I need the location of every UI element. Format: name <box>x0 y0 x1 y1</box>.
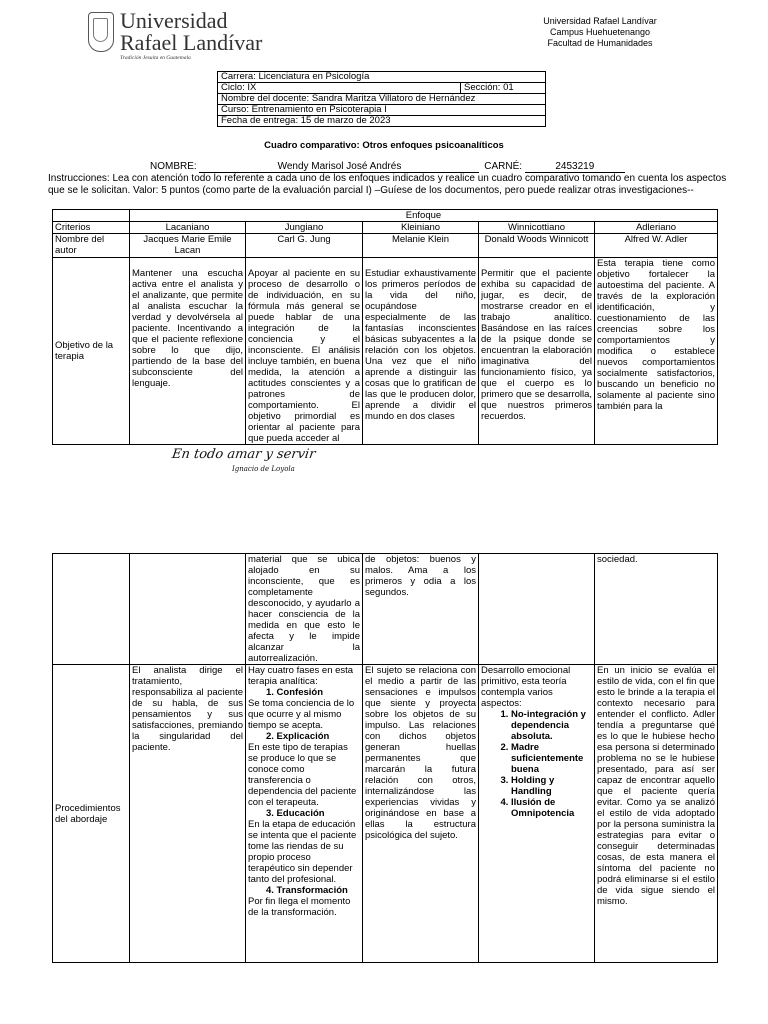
winnicott-intro: Desarrollo emocional primitivo, esta teoría contempla varios aspectos: <box>481 665 571 709</box>
objetivo-lacan-text: Mantener una escucha activa entre el analista y el analizante, que permite al analista escuchar la verdad y devolvérsela al paciente. Incentivando a que el paciente reflexione sobre lo que dijo, partiendo de la base del subconsciente del lenguaje. <box>132 268 243 389</box>
student-name: Wendy Marisol José Andrés <box>199 161 479 173</box>
instructions: Instrucciones: Lea con atención todo lo referente a cada uno de los enfoques indicados y realice un cuadro comparativo tomando en cuenta los aspectos que se le solicitan. Valor: 5 puntos (como parte de la evaluación parcial I) –Guíese de los documentos, pero puede realizar otras investigaciones-- <box>48 173 727 196</box>
cont-klein: de objetos: buenos y malos. Ama a los primeros y odia a los segundos. <box>363 554 479 665</box>
student-line <box>150 161 625 173</box>
winnicott-list <box>481 709 592 819</box>
proc-jung <box>246 665 363 963</box>
objetivo-adler-text: Esta terapia tiene como objetivo fortalecer la autoestima del paciente. A través de la exploración identificación, y cuestionamiento de las creencias sobre los comportamientos y modifica o establece nuevos comportamientos socialmente satisfactorios, buscando un beneficio no solamente al paciente sino también para la <box>597 258 716 412</box>
proc-adler: En un inicio se evalúa el estilo de vida, con el fin que esto le brinde a la terapia el contexto necesario para entender el conflicto. Adler tendía a preguntarse qué es lo que le hubiese hecho esa persona si determinado problema no se le hubiese presentado, para así ser capaz de encontrar aquello que el paciente quería evitar. Como ya se analizó el estilo de vida adoptado por la persona suministra la estrategias para evitar o conseguir determinadas cosas, de esta manera el síntoma del paciente no podrá eliminarse si el estilo de vida sigue siendo el mismo. <box>595 665 718 963</box>
col-kleiniano: Kleiniano <box>363 222 479 234</box>
fecha-entrega: Fecha de entrega: 15 de marzo de 2023 <box>218 116 546 127</box>
objetivo-jung-text: Apoyar al paciente en su proceso de desarrollo o de individuación, en su fórmula más general se puede hablar de una integración de la conciencia y el inconsciente. El análisis incluye también, en buena medida, la atención a actitudes conscientes y a patrones de comportamiento. El objetivo primordial es orientar al paciente para que pueda acceder al <box>248 268 360 444</box>
jung-phase-3-text: En la etapa de educación se intenta que el paciente tome las riendas de su propio proceso terapéutico sin depender tanto del profesional. <box>248 819 357 885</box>
objetivo-jung <box>246 258 363 445</box>
proc-lacan: El analista dirige el tratamiento, responsabiliza al paciente de su habla, de sus pensamientos y sus satisfacciones, premiando la singularidad del paciente. <box>130 665 246 963</box>
faculty-name: Facultad de Humanidades <box>547 38 653 48</box>
winnicott-item-1: 1. No-integración y dependencia absoluta. <box>511 709 592 742</box>
university-logo <box>88 8 263 64</box>
cont-empty-label <box>53 554 130 665</box>
curso: Curso: Entrenamiento en Psicoterapia I <box>218 105 546 116</box>
docente: Nombre del docente: Sandra Maritza Villatoro de Hernández <box>218 94 546 105</box>
comparison-table-continued <box>52 553 718 963</box>
autor-adler: Alfred W. Adler <box>595 234 718 258</box>
carrera: Carrera: Licenciatura en Psicología <box>218 72 546 83</box>
objetivo-adler <box>595 258 718 445</box>
enfoque-header: Enfoque <box>130 210 718 222</box>
winnicott-item-3: 3. Holding y Handling <box>511 775 592 797</box>
cont-winnicott <box>479 554 595 665</box>
jung-phase-4-title: 4. Transformación <box>266 885 348 896</box>
autor-jung: Carl G. Jung <box>246 234 363 258</box>
cont-adler: sociedad. <box>595 554 718 665</box>
autor-klein: Melanie Klein <box>363 234 479 258</box>
carne-label: CARNÉ: <box>484 161 523 172</box>
jung-phase-3-title: 3. Educación <box>266 808 325 819</box>
col-winnicottiano: Winnicottiano <box>479 222 595 234</box>
logo-tagline: Tradición Jesuita en Guatemala <box>120 55 191 61</box>
university-name: Universidad Rafael Landívar <box>543 16 657 26</box>
cont-lacan <box>130 554 246 665</box>
winnicott-item-2: 2. Madre suficientemente buena <box>511 742 592 775</box>
ciclo: Ciclo: IX <box>218 83 461 94</box>
student-carne: 2453219 <box>525 161 625 173</box>
university-seal-icon <box>88 12 114 52</box>
jung-intro: Hay cuatro fases en esta terapia analítica: <box>248 665 354 687</box>
motto: En todo amar y servir <box>170 447 317 462</box>
institution-header <box>520 16 680 49</box>
name-label: NOMBRE: <box>150 161 197 172</box>
autor-lacan: Jacques Marie Emile Lacan <box>130 234 246 258</box>
campus-name: Campus Huehuetenango <box>549 27 651 37</box>
col-adleriano: Adleriano <box>595 222 718 234</box>
objetivo-label: Objetivo de la terapia <box>53 258 130 445</box>
proc-winnicott <box>479 665 595 963</box>
jung-phase-2-text: En este tipo de terapias se produce lo que se conoce como transferencia o dependencia del paciente con el terapeuta. <box>248 742 357 808</box>
procedimientos-label: Procedimientos del abordaje <box>53 665 130 963</box>
logo-line2: Rafael Landívar <box>120 30 263 55</box>
comparison-table <box>52 209 718 445</box>
winnicott-item-4: 4. Ilusión de Omnipotencia <box>511 797 592 819</box>
col-jungiano: Jungiano <box>246 222 363 234</box>
jung-phase-1-text: Se toma conciencia de lo que ocurre y al mismo tiempo se acepta. <box>248 698 355 731</box>
jung-phase-1-title: 1. Confesión <box>266 687 324 698</box>
logo-line1: Universidad <box>120 8 228 33</box>
col-lacaniano: Lacaniano <box>130 222 246 234</box>
objetivo-winnicott-text: Permitir que el paciente exhiba su capacidad de jugar, es decir, de mostrarse creador en el trabajo analítico. Basándose en las raíces de la psique donde se encuentran la elaboración imaginativa del funcionamiento físico, ya que el cuerpo es lo primero que se desarrolla, que nuestros primeros recuerdos. <box>481 268 592 422</box>
cont-jung: material que se ubica alojado en su inconsciente, que es completamente desconocido, y ayudarlo a hacer consciencia de la medida en que esto le afecta y le impide alcanzar la autorrealización. <box>246 554 363 665</box>
objetivo-lacan <box>130 258 246 445</box>
criterios-header: Criterios <box>53 222 130 234</box>
autor-winnicott: Donald Woods Winnicott <box>479 234 595 258</box>
objetivo-winnicott <box>479 258 595 445</box>
seccion: Sección: 01 <box>461 83 546 94</box>
objetivo-klein-text: Estudiar exhaustivamente los primeros períodos de la vida del niño, ocupándose especialmente de las fantasías inconscientes básicas subyacentes a la relación con los objetos. Una vez que el niño aprende a distinguir las cosas que lo gratifican de las que le producen dolor, aprende a dividir el mundo en dos clases <box>365 268 476 422</box>
corner-cell <box>53 210 130 222</box>
proc-klein: El sujeto se relaciona con el medio a partir de las sensaciones e impulsos que siente y proyecta sobre los objetos de su impulso. Las relaciones con dichos objetos generan huellas permanentes que marcarán la futura relación con otros, internalizándose las experiencias vividas y originándose en base a ellas la estructura psicológica del sujeto. <box>363 665 479 963</box>
document-title: Cuadro comparativo: Otros enfoques psicoanalíticos <box>264 140 504 151</box>
objetivo-klein <box>363 258 479 445</box>
signature: Ignacio de Loyola <box>232 465 295 473</box>
course-info-table <box>217 71 546 127</box>
jung-phase-4-text: Por fin llega el momento de la transformación. <box>248 896 351 918</box>
autor-label: Nombre del autor <box>53 234 130 258</box>
jung-phase-2-title: 2. Explicación <box>266 731 330 742</box>
